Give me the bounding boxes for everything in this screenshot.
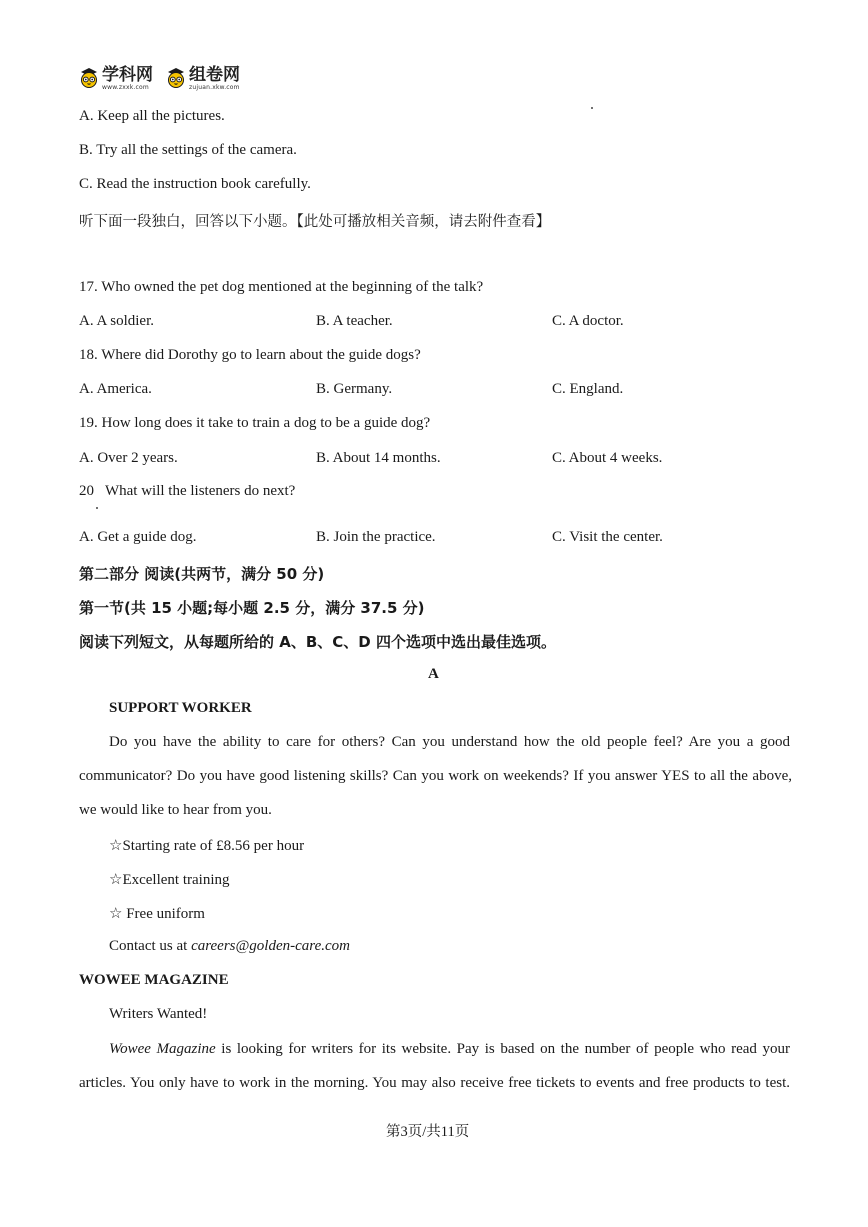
q16-option-c: C. Read the instruction book carefully. [79,176,311,192]
ad1-bullet: ☆ Free uniform [109,906,205,922]
ad1-line2-text: communicator? Do you have good listening skills? Can you work on weekends? If you answer YES to all the above, [79,768,792,784]
ad2-subtitle: Writers Wanted! [109,1006,208,1022]
q20-option-b: B. Join the practice. [316,529,436,545]
q20-option-c: C. Visit the center. [552,529,663,545]
header-logos [78,66,252,96]
ad2-line1 [109,1041,790,1058]
section1-heading: 第一节(共 15 小题;每小题 2.5 分，满分 37.5 分) [79,599,425,617]
contact-email[interactable]: careers@golden-care.com [191,938,350,954]
ad1-line1-text: Do you have the ability to care for others? Can you understand how the old people feel? Are you a good [109,734,790,750]
q16-option-a: A. Keep all the pictures. [79,108,225,124]
reading-instruction: 阅读下列短文，从每题所给的 A、B、C、D 四个选项中选出最佳选项。 [79,633,556,651]
q17-option-b: B. A teacher. [316,313,393,329]
logo2-name: 组卷网 [189,65,240,85]
ad1-title: SUPPORT WORKER [109,700,252,716]
q19-option-c: C. About 4 weeks. [552,450,663,466]
monologue-instruction: 听下面一段独白，回答以下小题。【此处可播放相关音频，请去附件查看】 [79,214,551,230]
logo2-url: zujuan.xkw.com [189,84,240,91]
question-17: 17. Who owned the pet dog mentioned at the beginning of the talk? [79,279,484,295]
ad1-bullet: ☆Starting rate of £8.56 per hour [109,838,305,854]
ad1-bullet: ☆Excellent training [109,872,230,888]
zujuan-logo[interactable] [165,66,240,92]
contact-prefix: Contact us at [109,938,192,954]
page-number: 第3页/共11页 [386,1124,470,1140]
logo1-url: www.zxxk.com [102,84,149,91]
q18-option-b: B. Germany. [316,381,393,397]
ad2-line2-text: articles. You only have to work in the morning. You may also receive free tickets to events and free products to test. [79,1075,790,1091]
ad2-line2 [79,1075,790,1092]
q18-option-c: C. England. [552,381,624,397]
q20-option-a: A. Get a guide dog. [79,529,197,545]
q17-option-c: C. A doctor. [552,313,624,329]
part2-heading: 第二部分 阅读(共两节，满分 50 分) [79,565,325,583]
owl-icon [165,66,187,88]
question-18: 18. Where did Dorothy go to learn about the guide dogs? [79,347,421,363]
q18-option-a: A. America. [79,381,152,397]
owl-icon [78,66,100,88]
q19-option-a: A. Over 2 years. [79,450,178,466]
ad1-line1 [109,734,790,751]
question-20: 20 What will the listeners do next? [79,483,296,499]
zxxk-logo[interactable] [78,66,153,92]
logo1-name: 学科网 [102,65,153,85]
ad2-title: WOWEE MAGAZINE [79,972,229,988]
stray-dot [96,507,98,509]
ad2-line1-rest: is looking for writers for its website. Pay is based on the number of people who read your [215,1041,790,1057]
q16-option-b: B. Try all the settings of the camera. [79,142,297,158]
ad1-line2 [79,768,792,785]
magazine-name: Wowee Magazine [109,1041,216,1057]
q17-option-a: A. A soldier. [79,313,155,329]
question-19: 19. How long does it take to train a dog to be a guide dog? [79,415,431,431]
passage-label: A [428,666,439,682]
ad1-contact [109,938,350,955]
q19-option-b: B. About 14 months. [316,450,441,466]
ad1-line3: we would like to hear from you. [79,802,272,818]
stray-dot [591,107,593,109]
ad2-line1-content [109,1041,790,1057]
